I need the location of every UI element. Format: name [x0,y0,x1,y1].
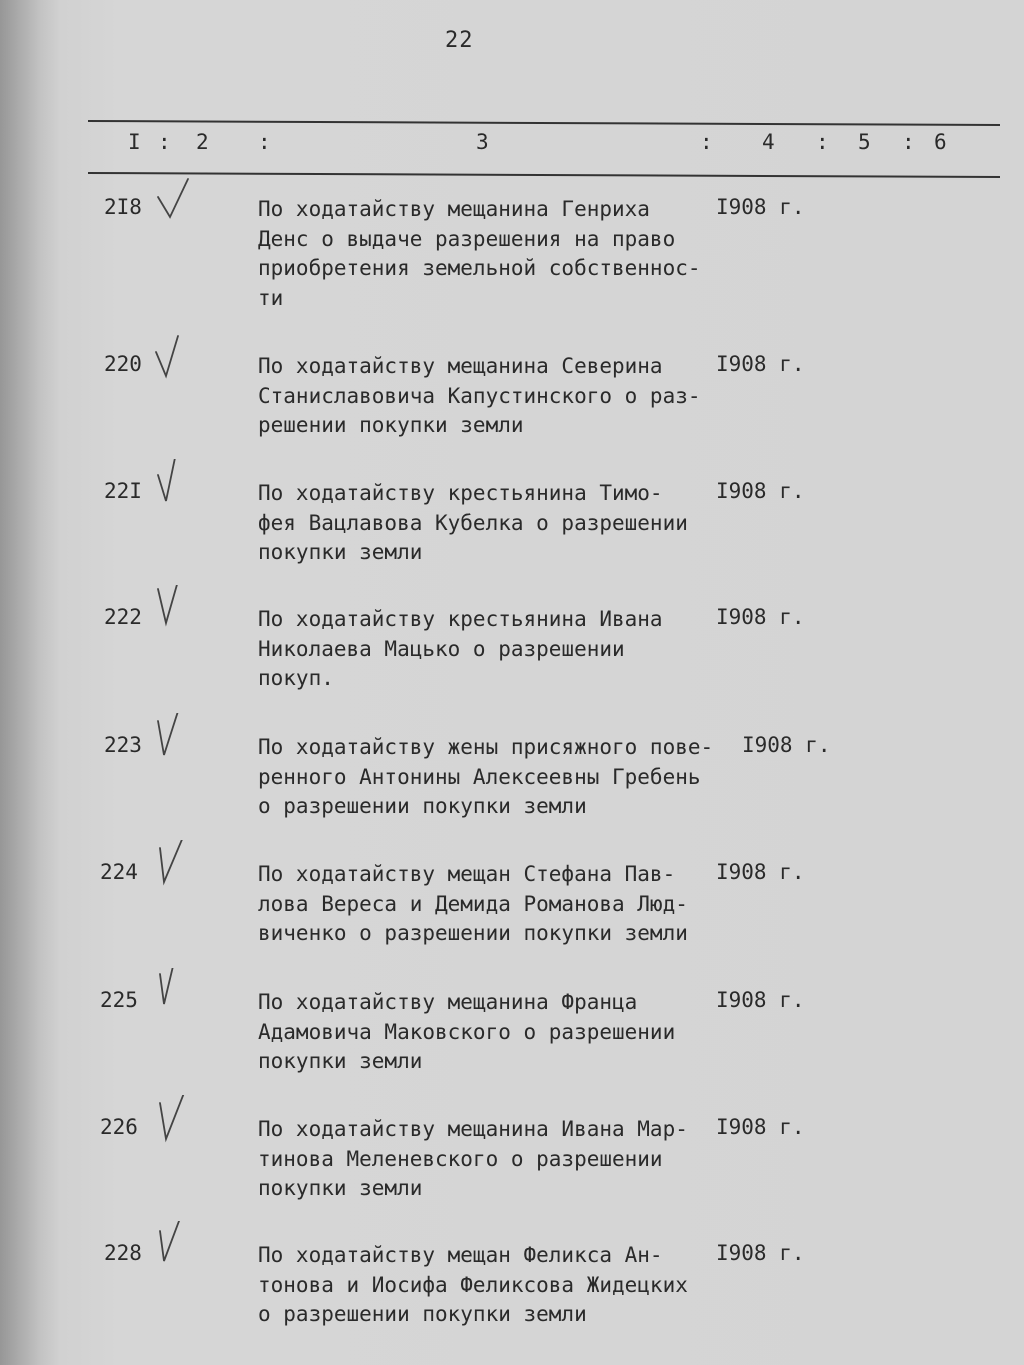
header-col-1: I [128,130,141,154]
entry-year: I908 г. [716,1115,805,1139]
entry-year: I908 г. [716,988,805,1012]
checkmark-icon [150,585,196,635]
checkmark-icon [150,1095,196,1145]
entry-year: I908 г. [716,352,805,376]
entry-description: По ходатайству мещанина Генриха Денс о выдаче разрешения на право приобретения земельной собственнос- ти [258,197,701,310]
entry-number: 2I8 [104,195,142,219]
entry-number: 225 [100,988,138,1012]
header-col-2: 2 [196,130,209,154]
entry-description: По ходатайству крестьянина Тимо- фея Вацлавова Кубелка о разрешении покупки земли [258,481,688,564]
entry-number: 223 [104,733,142,757]
checkmark-icon [150,332,196,382]
entry-year: I908 г. [716,479,805,503]
entry-year: I908 г. [742,733,831,757]
entry-description: По ходатайству мещан Стефана Пав- лова Вереса и Демида Романова Люд- виченко о разрешении покупки земли [258,862,688,945]
binding-shadow [0,0,60,1365]
checkmark-icon [150,713,196,763]
entry-description: По ходатайству мещанина Франца Адамовича Маковского о разрешении покупки земли [258,990,676,1073]
header-col-5: 5 [858,130,871,154]
header-separator: : [700,130,713,154]
entry-description: По ходатайству мещанина Северина Станиславовича Капустинского о раз- решении покупки земли [258,354,701,437]
entry-number: 226 [100,1115,138,1139]
checkmark-icon [150,1221,196,1271]
header-bottom-rule [88,172,1000,178]
entry-number: 220 [104,352,142,376]
entry-description: По ходатайству мещан Феликса Ан- тонова и Иосифа Феликсова Жидецких о разрешении покупки земли [258,1243,688,1326]
header-separator: : [816,130,829,154]
entry-year: I908 г. [716,605,805,629]
entry-number: 22I [104,479,142,503]
entry-year: I908 г. [716,860,805,884]
header-top-rule [88,120,1000,126]
header-separator: : [902,130,915,154]
header-separator: : [258,130,271,154]
entry-number: 228 [104,1241,142,1265]
checkmark-icon [150,459,196,509]
entry-description: По ходатайству крестьянина Ивана Николаева Мацько о разрешении покуп. [258,607,663,690]
checkmark-icon [150,175,196,225]
entry-number: 224 [100,860,138,884]
page-number: 22 [445,28,474,53]
entry-year: I908 г. [716,1241,805,1265]
checkmark-icon [150,968,196,1018]
entry-description: По ходатайству жены присяжного пове- ренного Антонины Алексеевны Гребень о разрешении покупки земли [258,735,714,818]
entry-number: 222 [104,605,142,629]
entry-description: По ходатайству мещанина Ивана Мар- тинова Меленевского о разрешении покупки земли [258,1117,688,1200]
header-col-6: 6 [934,130,947,154]
header-col-4: 4 [762,130,775,154]
header-col-3: 3 [476,130,489,154]
header-separator: : [158,130,171,154]
checkmark-icon [150,840,196,890]
entry-year: I908 г. [716,195,805,219]
